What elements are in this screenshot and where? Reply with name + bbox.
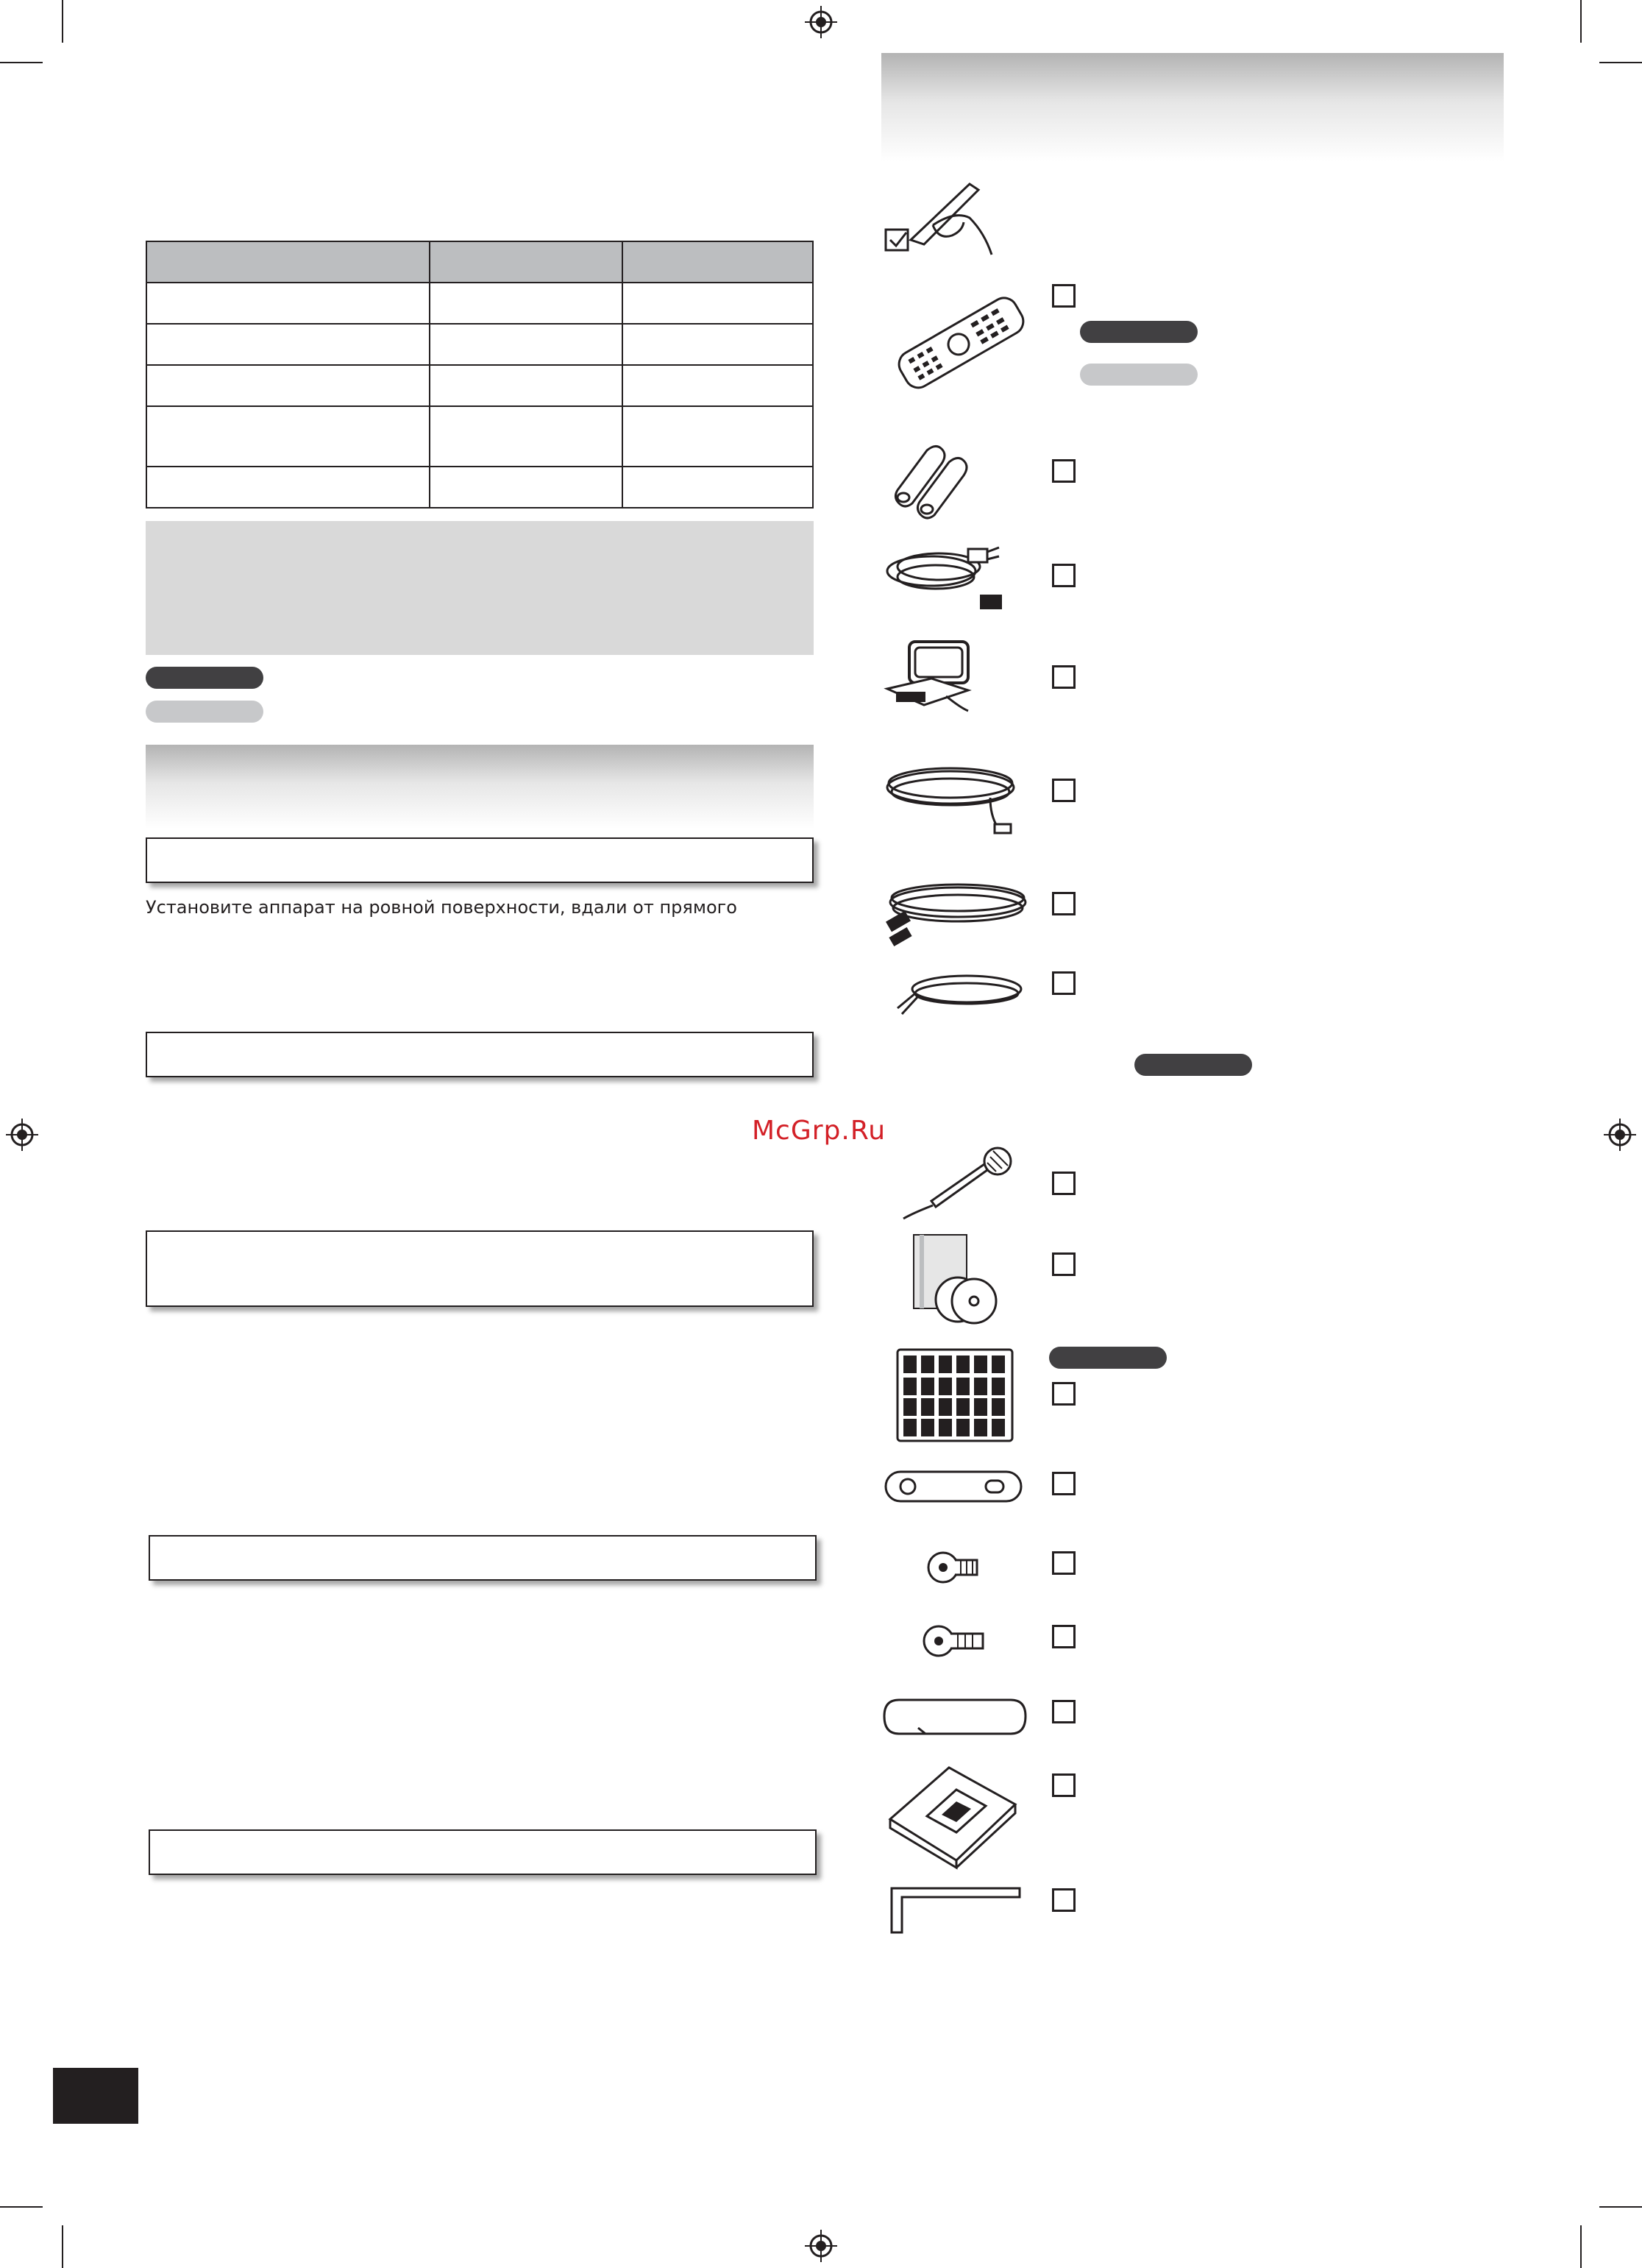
accessory-checkbox[interactable]	[1052, 1888, 1076, 1912]
stand-base-icon	[883, 1760, 1023, 1868]
accessory-checkbox[interactable]	[1052, 665, 1076, 689]
bracket-icon	[883, 1467, 1024, 1507]
video-cable-icon	[877, 877, 1031, 951]
sticker-sheet-icon	[896, 1348, 1014, 1442]
crop-mark	[62, 2225, 63, 2268]
table-header-cell	[146, 241, 430, 283]
registration-mark-icon	[6, 1119, 38, 1151]
table-header-row	[146, 241, 813, 283]
subheading-frame	[149, 1829, 817, 1875]
base-cover-icon	[881, 1695, 1028, 1741]
hand-check-icon	[881, 174, 999, 259]
power-cord-icon	[880, 536, 1012, 617]
accessory-checkbox[interactable]	[1052, 1382, 1076, 1406]
accessory-checkbox[interactable]	[1052, 1472, 1076, 1495]
accessory-checkbox[interactable]	[1052, 1700, 1076, 1723]
am-loop-antenna-icon	[880, 637, 990, 718]
crop-mark	[62, 0, 63, 43]
subheading-frame	[146, 1032, 814, 1077]
format-pill-dark	[1080, 321, 1198, 343]
table-row	[146, 324, 813, 365]
format-pill-light	[1080, 364, 1198, 386]
cut-off-text-line: Установите аппарат на ровной поверхности, вдали от прямого	[146, 897, 737, 918]
subheading-frame	[146, 837, 814, 883]
accessory-checkbox[interactable]	[1052, 1252, 1076, 1276]
table-row	[146, 406, 813, 467]
format-pill-light	[146, 701, 263, 723]
note-box	[146, 521, 814, 655]
crop-mark	[0, 62, 43, 63]
microphone-icon	[899, 1145, 1017, 1222]
accessory-checkbox[interactable]	[1052, 779, 1076, 802]
format-pill-dark	[1049, 1347, 1167, 1369]
crop-mark	[1599, 2206, 1642, 2208]
accessory-checkbox[interactable]	[1052, 284, 1076, 308]
disc-software-icon	[909, 1230, 1005, 1326]
spec-table	[146, 241, 814, 508]
registration-mark-icon	[805, 2230, 837, 2262]
page-number-tab	[53, 2068, 138, 2124]
table-row	[146, 365, 813, 406]
subheading-frame	[146, 1230, 814, 1307]
remote-control-icon	[887, 280, 1034, 405]
batteries-icon	[890, 439, 986, 520]
format-pill-dark	[1134, 1054, 1252, 1076]
subheading-frame	[149, 1535, 817, 1581]
table-header-cell	[622, 241, 813, 283]
crop-mark	[0, 2206, 43, 2208]
accessory-checkbox[interactable]	[1052, 459, 1076, 483]
fm-antenna-icon	[880, 756, 1020, 837]
accessory-checkbox[interactable]	[1052, 1172, 1076, 1195]
section-heading-bar	[146, 745, 814, 829]
accessory-checkbox[interactable]	[1052, 971, 1076, 995]
crop-mark	[1599, 62, 1642, 63]
registration-mark-icon	[1604, 1119, 1636, 1151]
accessory-checkbox[interactable]	[1052, 1625, 1076, 1648]
table-row	[146, 283, 813, 324]
accessory-checkbox[interactable]	[1052, 1773, 1076, 1797]
accessory-checkbox[interactable]	[1052, 1551, 1076, 1575]
long-screw-icon	[921, 1620, 987, 1662]
table-header-cell	[430, 241, 622, 283]
speaker-cable-icon	[893, 964, 1026, 1023]
hex-wrench-icon	[886, 1884, 1023, 1937]
watermark: McGrp.Ru	[752, 1116, 886, 1146]
accessory-checkbox[interactable]	[1052, 892, 1076, 915]
crop-mark	[1580, 0, 1582, 43]
accessories-heading-bar	[881, 53, 1504, 162]
format-pill-dark	[146, 667, 263, 689]
accessory-checkbox[interactable]	[1052, 564, 1076, 587]
crop-mark	[1580, 2225, 1582, 2268]
short-screw-icon	[925, 1548, 981, 1585]
registration-mark-icon	[805, 6, 837, 38]
table-row	[146, 467, 813, 508]
